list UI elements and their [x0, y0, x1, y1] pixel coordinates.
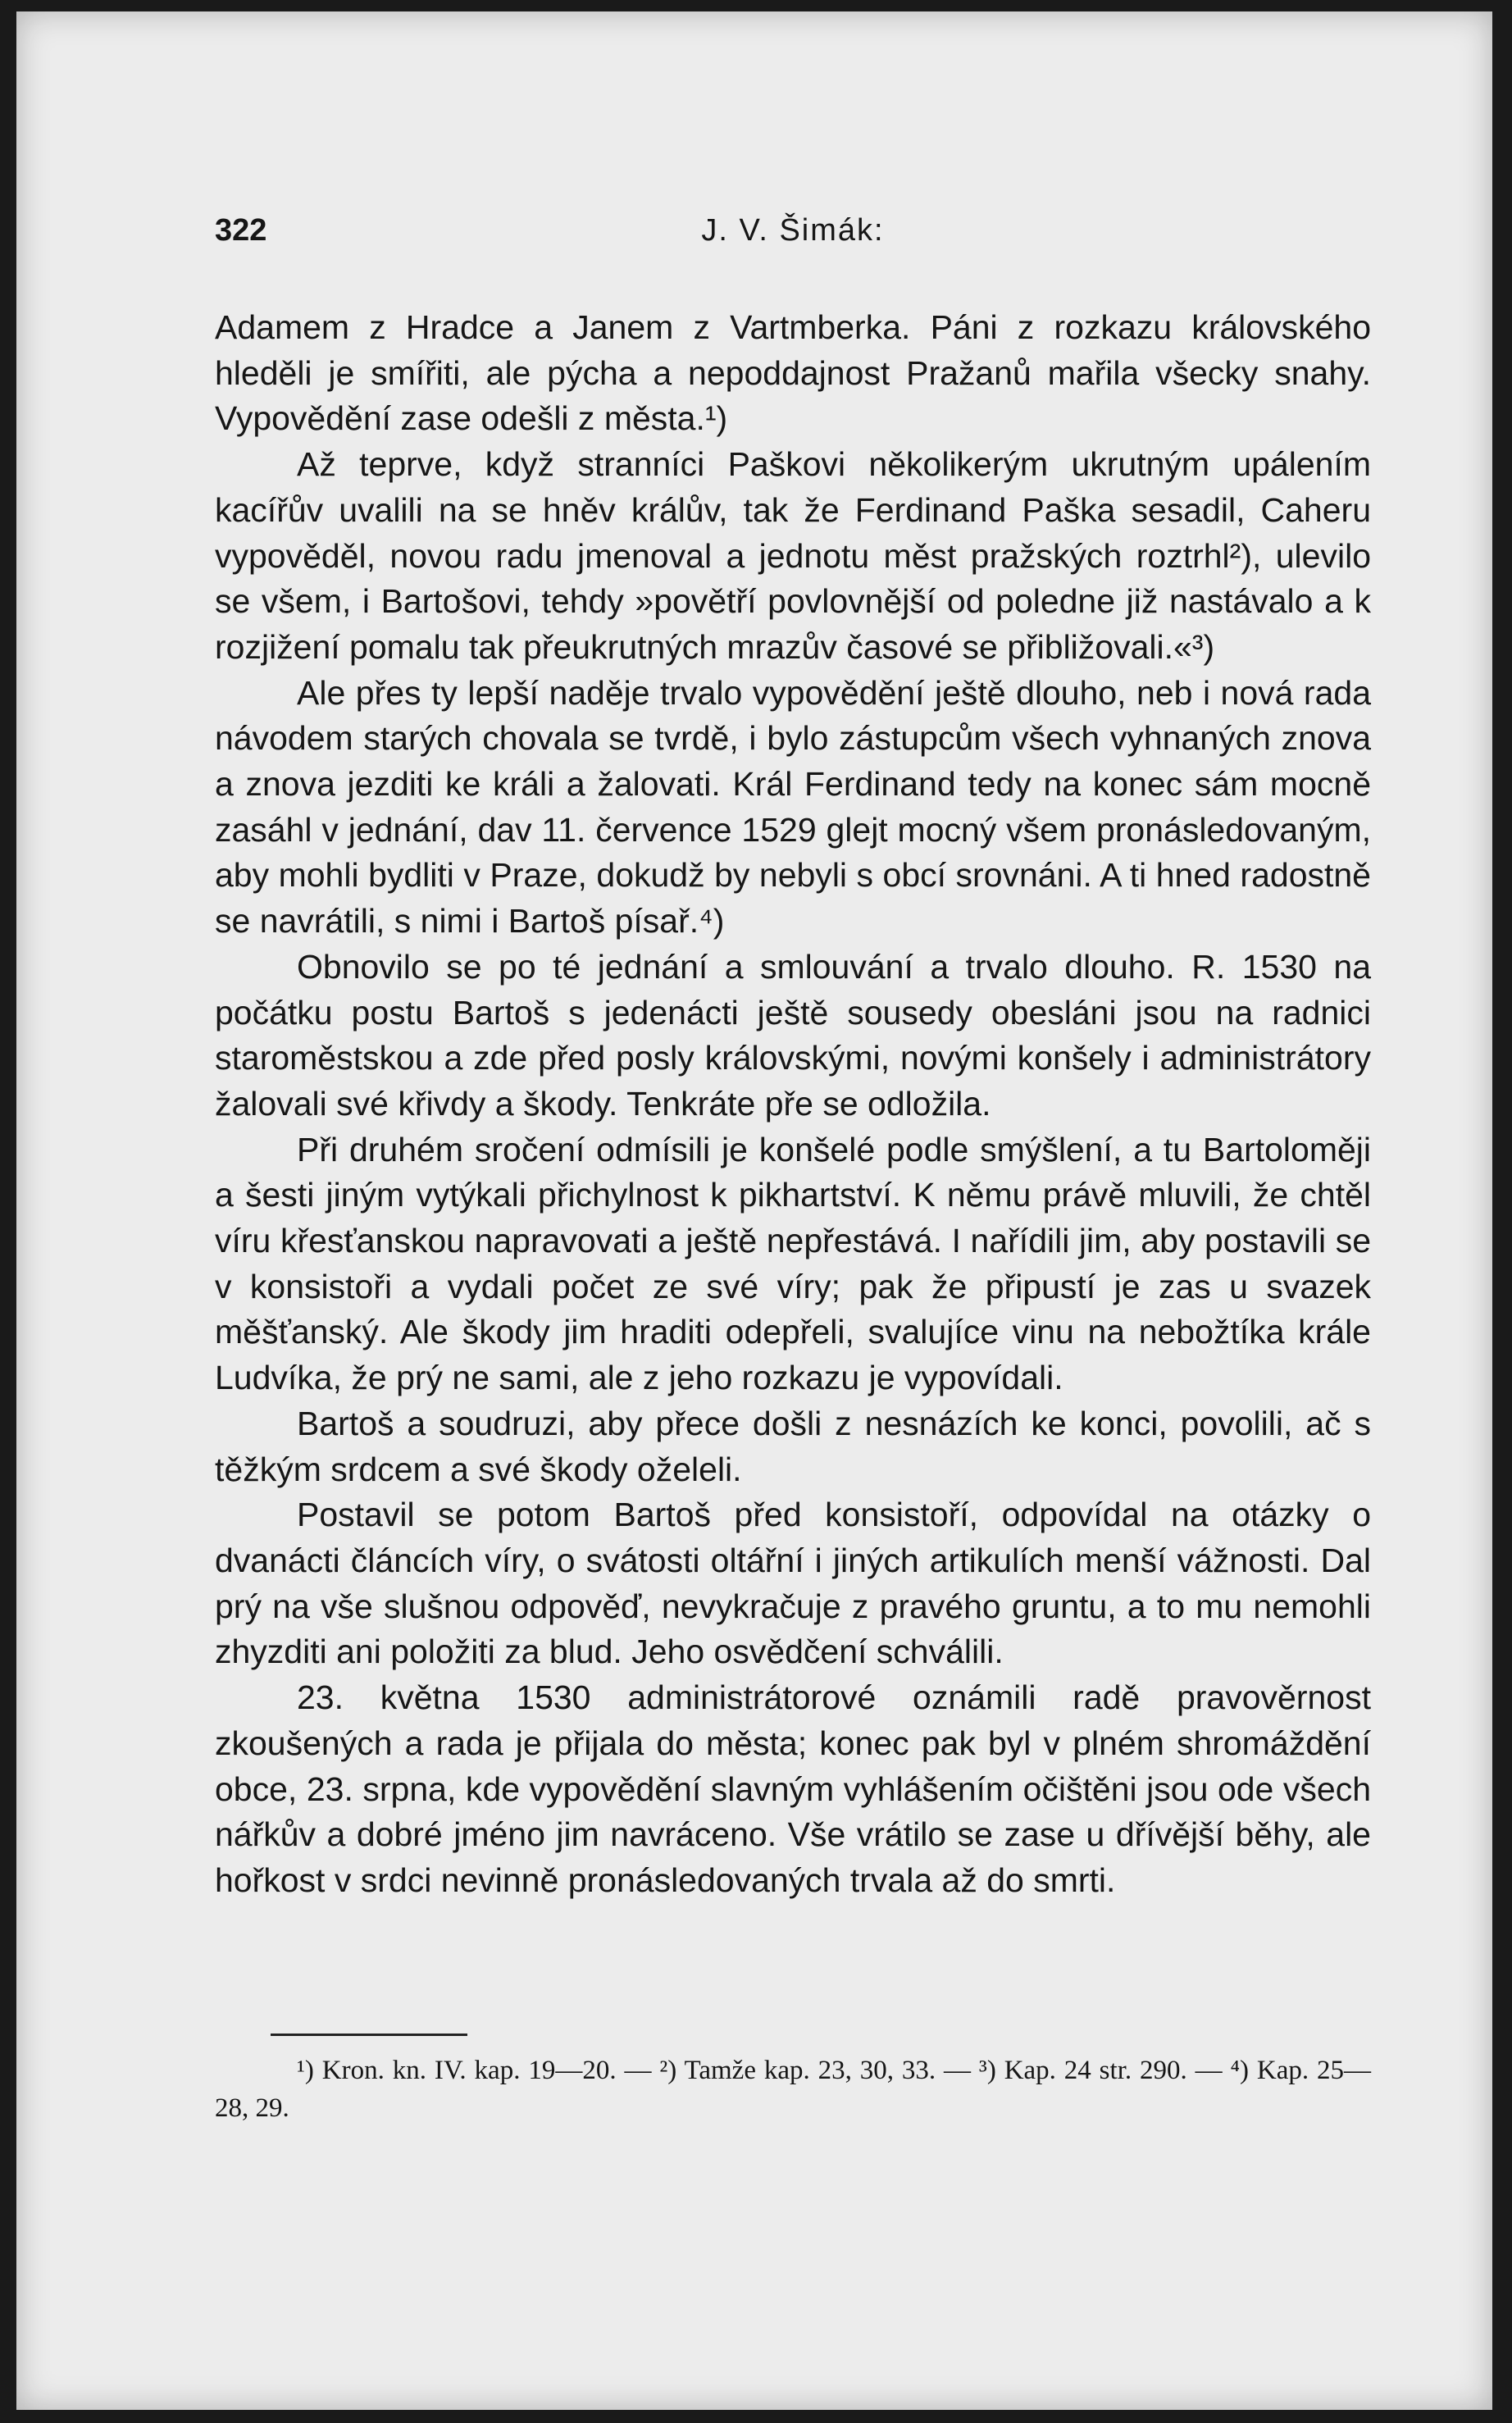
paragraph-6: Bartoš a soudruzi, aby přece došli z nesnázích ke konci, povolili, ač s těžkým srdcem a své škody oželeli. — [215, 1404, 1371, 1488]
paragraph-7: Postavil se potom Bartoš před konsistoří, odpovídal na otázky o dvanácti článcích víry, o svátosti oltářní i jiných artikulích menší vážnosti. Dal prý na vše slušnou odpověď, nevykračuje z pravého gruntu, a to mu nemohli zhyzditi ani položiti za blud. Jeho osvědčení schválili. — [215, 1496, 1371, 1671]
footnotes — [215, 2052, 1371, 2127]
paragraph-2: Až teprve, když stranníci Paškovi několikerým ukrutným upálením kacířův uvalili na se hněv králův, tak že Ferdinand Paška sesadil, Caheru vypověděl, novou radu jmenoval a jednotu měst pražských roztrhl²), ulevilo se všem, i Bartošovi, tehdy »povětří povlovnější od poledne již nastávalo a k rozjižení pomalu tak přeukrutných mrazův časové se přibližovali.«³) — [215, 445, 1371, 666]
paragraph-4: Obnovilo se po té jednání a smlouvání a trvalo dlouho. R. 1530 na počátku postu Bartoš s jedenácti ještě sousedy obesláni jsou na radnici staroměstskou a zde před posly královskými, novými konšely i administrátory žalovali své křivdy a škody. Tenkráte pře se odložila. — [215, 947, 1371, 1123]
footnote-divider — [271, 2034, 467, 2036]
page-number: 322 — [215, 213, 267, 248]
page-header — [215, 213, 1371, 262]
paragraph-1: Adamem z Hradce a Janem z Vartmberka. Páni z rozkazu královského hleděli je smířiti, ale pýcha a nepoddajnost Pražanů mařila všecky snahy. Vypovědění zase odešli z města.¹) — [215, 308, 1371, 438]
paragraph-3: Ale přes ty lepší naděje trvalo vypovědění ještě dlouho, neb i nová rada návodem starých chovala se tvrdě, i bylo zástupcům všech vyhnaných znova a znova jezditi ke králi a žalovati. Král Ferdinand tedy na konec sám mocně zasáhl v jednání, dav 11. července 1529 glejt mocný všem pronásledovaným, aby mohli bydliti v Praze, dokudž by nebyli s obcí srovnáni. A ti hned radostně se navrátili, s nimi i Bartoš písař.⁴) — [215, 673, 1371, 941]
paragraph-8: 23. května 1530 administrátorové oznámili radě pravověrnost zkoušených a rada je přijala do města; konec pak byl v plném shromáždění obce, 23. srpna, kde vypovědění slavným vyhlášením očištěni jsou ode všech nářkův a dobré jméno jim navráceno. Vše vrátilo se zase u dřívější běhy, ale hořkost v srdci nevinně pronásledovaných trvala až do smrti. — [215, 1678, 1371, 1899]
body-text — [215, 305, 1371, 1904]
footnote-text: ¹) Kron. kn. IV. kap. 19—20. — ²) Tamže kap. 23, 30, 33. — ³) Kap. 24 str. 290. — ⁴) Kap. 25—28, 29. — [215, 2056, 1371, 2123]
paragraph-5: Při druhém sročení odmísili je konšelé podle smýšlení, a tu Bartoloměji a šesti jiným vytýkali přichylnost k pikhartství. K němu právě mluvili, že chtěl víru křesťanskou napravovati a ještě nepřestává. I nařídili jim, aby postavili se v konsistoři a vydali počet ze své víry; pak že připustí je zas u svazek měšťanský. Ale škody jim hraditi odepřeli, svalujíce vinu na nebožtíka krále Ludvíka, že prý ne sami, ale z jeho rozkazu je vypovídali. — [215, 1130, 1371, 1397]
running-head: J. V. Šimák: — [701, 213, 885, 248]
